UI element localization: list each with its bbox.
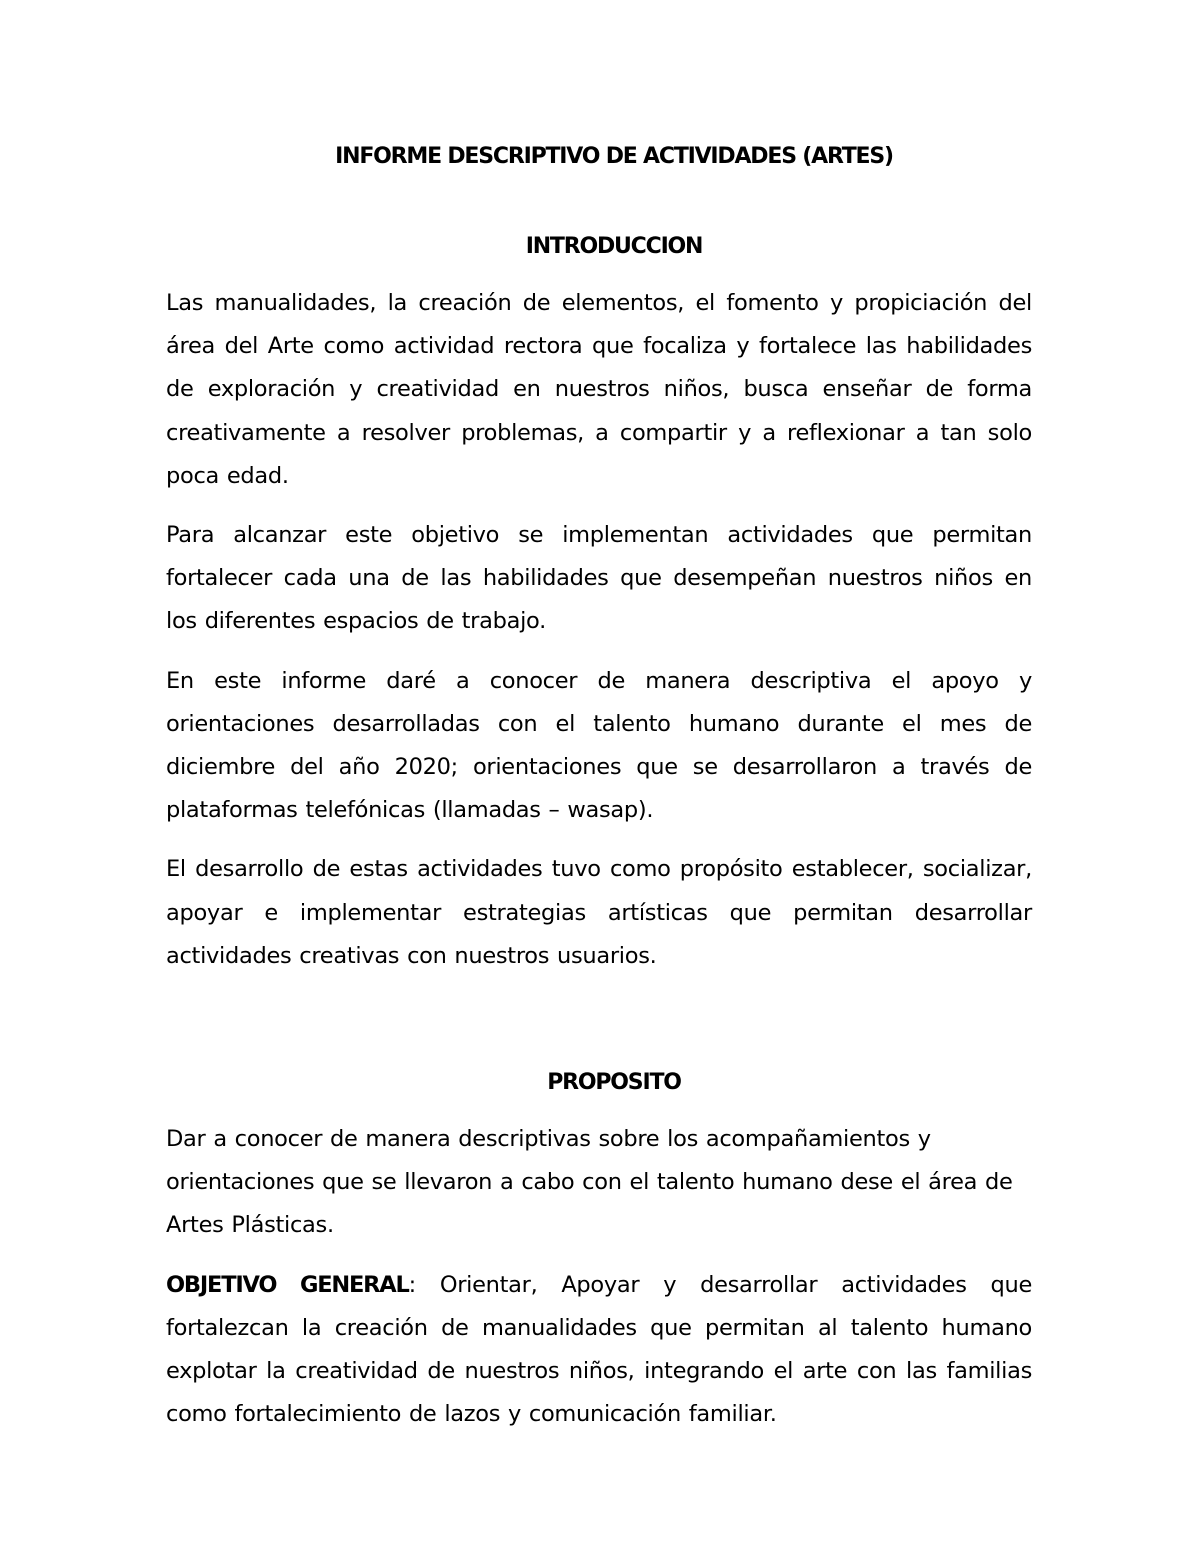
section-heading-introduccion: INTRODUCCION [525,234,703,259]
intro-paragraph-3: En este informe daré a conocer de manera descriptiva el apoyo y orientaciones desarrolladas con el talento humano durante el mes de diciembre del año 2020; orientaciones que se desarrollaron a través de plataformas telefónicas (llamadas – wasap). [166,667,1032,824]
objetivo-general-separator: : [408,1271,416,1298]
document-body [166,140,1032,1452]
objetivo-general-label: OBJETIVO GENERAL [166,1271,409,1298]
intro-paragraph-1: Las manualidades, la creación de elementos, el fomento y propiciación del área del Arte como actividad rectora que focaliza y fortalece las habilidades de exploración y creatividad en nuestros niños, busca enseñar de forma creativamente a resolver problemas, a compartir y a reflexionar a tan solo poca edad. [166,290,1032,489]
intro-paragraph-2: Para alcanzar este objetivo se implementan actividades que permitan fortalecer cada una de las habilidades que desempeñan nuestros niños en los diferentes espacios de trabajo. [166,522,1032,635]
document-title: INFORME DESCRIPTIVO DE ACTIVIDADES (ARTES) [335,144,893,169]
intro-paragraph-4: El desarrollo de estas actividades tuvo como propósito establecer, socializar, apoyar e implementar estrategias artísticas que permitan desarrollar actividades creativas con nuestros usuarios. [166,856,1032,969]
objetivo-general-paragraph [166,1264,1032,1437]
objetivo-general-text: Orientar, Apoyar y desarrollar actividades que fortalezcan la creación de manualidades que permitan al talento humano explotar la creatividad de nuestros niños, integrando el arte con las familias como fortalecimiento de lazos y comunicación familiar. [166,1271,1032,1428]
section-heading-proposito: PROPOSITO [547,1070,681,1096]
proposito-paragraph: Dar a conocer de manera descriptivas sobre los acompañamientos y orientaciones que se llevaron a cabo con el talento humano dese el área de Artes Plásticas. [166,1126,1013,1239]
